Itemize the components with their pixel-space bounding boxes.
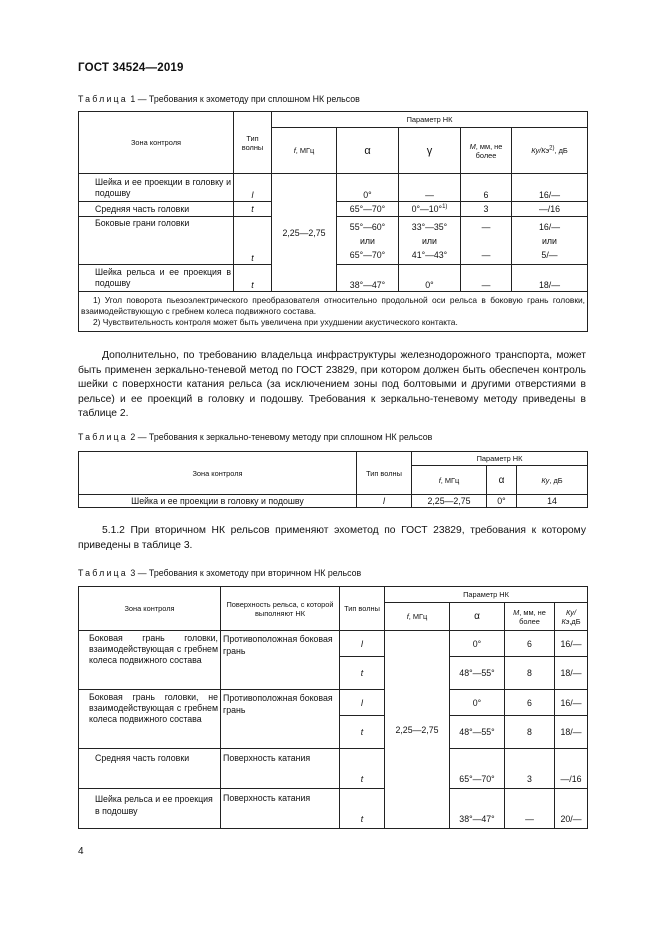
table1-row4-wave: t xyxy=(234,265,272,292)
table3-row2-zone: Боковая грань головки, не взаимодействующая с гребнем колеса подвижного состава xyxy=(79,690,221,749)
table1-row3-m1: — xyxy=(481,221,491,232)
table3-row4-zone: Шейка рельса и ее проекция в подошву xyxy=(79,789,221,829)
table1-row3-wave: t xyxy=(234,217,272,265)
table3-row1-k2: 18/— xyxy=(555,657,588,690)
table3-header-alpha: α xyxy=(450,603,505,631)
table1-row1-wave: l xyxy=(234,174,272,202)
table3-row2-alpha2: 48°—55° xyxy=(450,716,505,749)
table1-row3-gamma2: 41°—43° xyxy=(411,249,448,260)
table3-row1-m1: 6 xyxy=(505,631,555,657)
table2-row1-f: 2,25—2,75 xyxy=(412,495,487,508)
table3-row4-k: 20/— xyxy=(555,789,588,829)
table3-caption-prefix: Таблица xyxy=(78,568,128,578)
table1-row3-zone: Боковые грани головки xyxy=(79,217,234,265)
table3-row2-wave1: l xyxy=(340,690,385,716)
table1-row4-alpha: 38°—47° xyxy=(337,265,399,292)
table1-row3-alpha xyxy=(337,217,399,265)
table1-row3-k-or: или xyxy=(542,235,557,246)
table2-row1-alpha: 0° xyxy=(487,495,517,508)
table3-row4-m: — xyxy=(505,789,555,829)
table1-row3-k2: 5/— xyxy=(541,249,558,260)
table-row xyxy=(79,749,588,789)
table1-row3-gamma1: 33°—35° xyxy=(411,221,448,232)
table1-row3-alpha1: 55°—60° xyxy=(349,221,386,232)
table1-header-m: M, мм, не более xyxy=(461,128,512,174)
table1-row3-m2: — xyxy=(481,249,491,260)
table1-row2-wave: t xyxy=(234,202,272,217)
table1-row4-m: — xyxy=(461,265,512,292)
table1-row1-m: 6 xyxy=(461,174,512,202)
table1-row3-alpha-or: или xyxy=(360,235,375,246)
table3-row2-k1: 16/— xyxy=(555,690,588,716)
table3-row2-surface: Противоположная боковая грань xyxy=(221,690,340,749)
paragraph-5-1-2: 5.1.2 При вторичном НК рельсов применяют эхометод по ГОСТ 23829, требования к которому приведены в таблице 3. xyxy=(78,525,586,551)
table3-row3-surface: Поверхность катания xyxy=(221,749,340,789)
table3-row4-surface: Поверхность катания xyxy=(221,789,340,829)
table1-row1-k: 16/— xyxy=(512,174,588,202)
table3-row1-k1: 16/— xyxy=(555,631,588,657)
table3-row2-m1: 6 xyxy=(505,690,555,716)
table2-header-wave: Тип волны xyxy=(357,452,412,495)
table1-header-gamma: γ xyxy=(399,128,461,174)
table3-row1-alpha1: 0° xyxy=(450,631,505,657)
table3-row3-alpha: 65°—70° xyxy=(450,749,505,789)
table3-header-k: Ку/Кэ,дБ xyxy=(555,603,588,631)
table1-header-wave: Тип волны xyxy=(234,112,272,174)
table1-row3-m xyxy=(461,217,512,265)
table2-caption xyxy=(78,432,432,442)
table3-header-wave: Тип волны xyxy=(340,587,385,631)
table1-header-k: $Ку/Кэ^{2)}$, дБ xyxy=(512,128,588,174)
table1-row3-gamma xyxy=(399,217,461,265)
table2-caption-text: 2 — Требования к зеркально-теневому методу при сплошном НК рельсов xyxy=(130,432,433,442)
table3-caption xyxy=(78,568,361,578)
table3-row4-wave: t xyxy=(340,789,385,829)
table1-note1: 1) Угол поворота пьезоэлектрического преобразователя относительно продольной оси рельса в боковую грань головки, взаимодействующую с гребнем колеса подвижного состава. xyxy=(81,295,585,316)
table1-row3-gamma-or: или xyxy=(422,235,437,246)
table1-f-value: 2,25—2,75 xyxy=(272,174,337,292)
table3-row1-wave2: t xyxy=(340,657,385,690)
table3-header-surface: Поверхность рельса, с которой выполняют НК xyxy=(221,587,340,631)
table1-row3-k xyxy=(512,217,588,265)
table3-row3-wave: t xyxy=(340,749,385,789)
table2-header-f: f, МГц xyxy=(412,466,487,495)
table3-row2-alpha1: 0° xyxy=(450,690,505,716)
table1-header-zone: Зона контроля xyxy=(79,112,234,174)
page-number: 4 xyxy=(78,846,84,857)
table3-row1-alpha2: 48°—55° xyxy=(450,657,505,690)
table1-row2-k: —/16 xyxy=(512,202,588,217)
table1-row1-zone: Шейка и ее проекции в головку и подошву xyxy=(79,174,234,202)
table1-row2-zone: Средняя часть головки xyxy=(79,202,234,217)
table3-row1-zone: Боковая грань головки, взаимодействующая с гребнем колеса подвижного состава xyxy=(79,631,221,690)
table2-row1-k: 14 xyxy=(517,495,588,508)
table1-header-f: f, МГц xyxy=(272,128,337,174)
table2-caption-prefix: Таблица xyxy=(78,432,128,442)
table3-header-params: Параметр НК xyxy=(385,587,588,603)
table1-header-alpha: α xyxy=(337,128,399,174)
table3-header-m: M, мм, не более xyxy=(505,603,555,631)
table1-row4-zone: Шейка рельса и ее проекция в подошву xyxy=(79,265,234,292)
table3-header-zone: Зона контроля xyxy=(79,587,221,631)
table2-header-alpha: α xyxy=(487,466,517,495)
table1-row4-k: 18/— xyxy=(512,265,588,292)
table3-row1-wave1: l xyxy=(340,631,385,657)
table2-row1-wave: l xyxy=(357,495,412,508)
table1-row3-k1: 16/— xyxy=(538,221,561,232)
table3-row4-alpha: 38°—47° xyxy=(450,789,505,829)
table1-row1-alpha: 0° xyxy=(337,174,399,202)
table2 xyxy=(78,451,588,508)
table1 xyxy=(78,111,588,332)
table1-caption-text: 1 — Требования к эхометоду при сплошном НК рельсов xyxy=(130,94,360,104)
table3-row2-m2: 8 xyxy=(505,716,555,749)
table1-caption-prefix: Таблица xyxy=(78,94,128,104)
table1-row3-alpha2: 65°—70° xyxy=(349,249,386,260)
table3-row1-m2: 8 xyxy=(505,657,555,690)
table2-header-params: Параметр НК xyxy=(412,452,588,466)
table1-header-params: Параметр НК xyxy=(272,112,588,128)
table3-row3-m: 3 xyxy=(505,749,555,789)
table3-f-value: 2,25—2,75 xyxy=(385,631,450,829)
table3-row2-k2: 18/— xyxy=(555,716,588,749)
table1-row2-m: 3 xyxy=(461,202,512,217)
table3-row2-wave2: t xyxy=(340,716,385,749)
table-row xyxy=(79,631,588,657)
table3-row3-k: —/16 xyxy=(555,749,588,789)
table1-row1-gamma: — xyxy=(399,174,461,202)
document-header: ГОСТ 34524—2019 xyxy=(78,62,184,74)
table1-row2-alpha: 65°—70° xyxy=(337,202,399,217)
table1-row2-gamma: 0°—10°$^{1)}$ xyxy=(399,202,461,217)
table3 xyxy=(78,586,588,829)
table-row xyxy=(79,789,588,829)
table3-row1-surface: Противоположная боковая грань xyxy=(221,631,340,690)
table1-row4-gamma: 0° xyxy=(399,265,461,292)
table1-notes xyxy=(79,292,588,332)
paragraph-mirror-shadow-method: Дополнительно, по требованию владельца инфраструктуры железнодорожного транспорта, может быть применен зеркально-теневой метод по ГОСТ 23829, при котором должен быть обеспечен контроль шейки с поверхности катания рельса (за исключением зоны под болтовыми и другими отверстиями в рельсе) и ее проекций в головку и подошву. Требования к зеркально-теневому методу приведены в таблице 2. xyxy=(78,350,586,420)
table3-caption-text: 3 — Требования к эхометоду при вторичном НК рельсов xyxy=(130,568,362,578)
table2-row1-zone: Шейка и ее проекции в головку и подошву xyxy=(79,495,357,508)
table-row xyxy=(79,690,588,716)
table2-header-zone: Зона контроля xyxy=(79,452,357,495)
table3-header-f: f, МГц xyxy=(385,603,450,631)
table1-caption xyxy=(78,94,360,104)
table1-note2: 2) Чувствительность контроля может быть увеличена при ухудшении акустического контакта. xyxy=(93,317,458,327)
table2-header-k: Ку, дБ xyxy=(517,466,588,495)
table3-row3-zone: Средняя часть головки xyxy=(79,749,221,789)
